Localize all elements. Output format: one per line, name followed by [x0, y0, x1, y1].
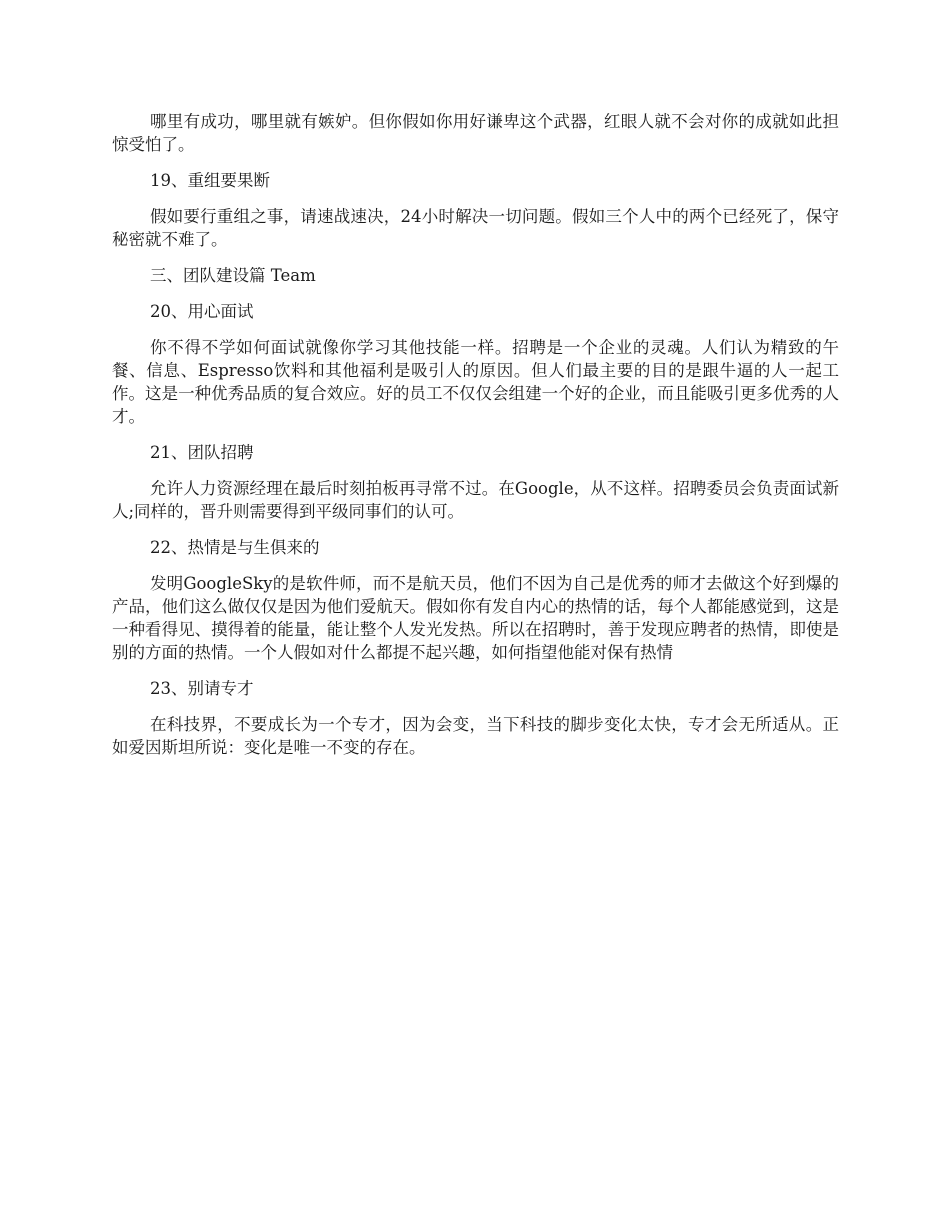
section-heading: 22、热情是与生俱来的	[150, 538, 320, 557]
document-body	[112, 110, 839, 772]
paragraph: 哪里有成功，哪里就有嫉妒。但你假如你用好谦卑这个武器，红眼人就不会对你的成就如此担惊受怕了。	[112, 112, 839, 154]
section-heading: 19、重组要果断	[150, 171, 270, 190]
part-heading: 三、团队建设篇 Team	[150, 266, 316, 285]
paragraph: 假如要行重组之事，请速战速决，24小时解决一切问题。假如三个人中的两个已经死了，保守秘密就不难了。	[112, 207, 839, 249]
paragraph: 在科技界，不要成长为一个专才，因为会变，当下科技的脚步变化太快，专才会无所适从。正如爱因斯坦所说：变化是唯一不变的存在。	[112, 715, 839, 757]
paragraph: 发明GoogleSky的是软件师，而不是航天员，他们不因为自己是优秀的师才去做这个好到爆的产品，他们这么做仅仅是因为他们爱航天。假如你有发自内心的热情的话，每个人都能感觉到，这是一种看得见、摸得着的能量，能让整个人发光发热。所以在招聘时，善于发现应聘者的热情，即使是别的方面的热情。一个人假如对什么都提不起兴趣，如何指望他能对保有热情	[112, 574, 839, 662]
paragraph: 允许人力资源经理在最后时刻拍板再寻常不过。在Google，从不这样。招聘委员会负责面试新人;同样的，晋升则需要得到平级同事们的认可。	[112, 479, 839, 521]
section-heading: 21、团队招聘	[150, 443, 254, 462]
section-heading: 23、别请专才	[150, 679, 254, 698]
section-heading: 20、用心面试	[150, 302, 254, 321]
paragraph: 你不得不学如何面试就像你学习其他技能一样。招聘是一个企业的灵魂。人们认为精致的午餐、信息、Espresso饮料和其他福利是吸引人的原因。但人们最主要的目的是跟牛逼的人一起工作。这是一种优秀品质的复合效应。好的员工不仅仅会组建一个好的企业，而且能吸引更多优秀的人才。	[112, 338, 839, 426]
